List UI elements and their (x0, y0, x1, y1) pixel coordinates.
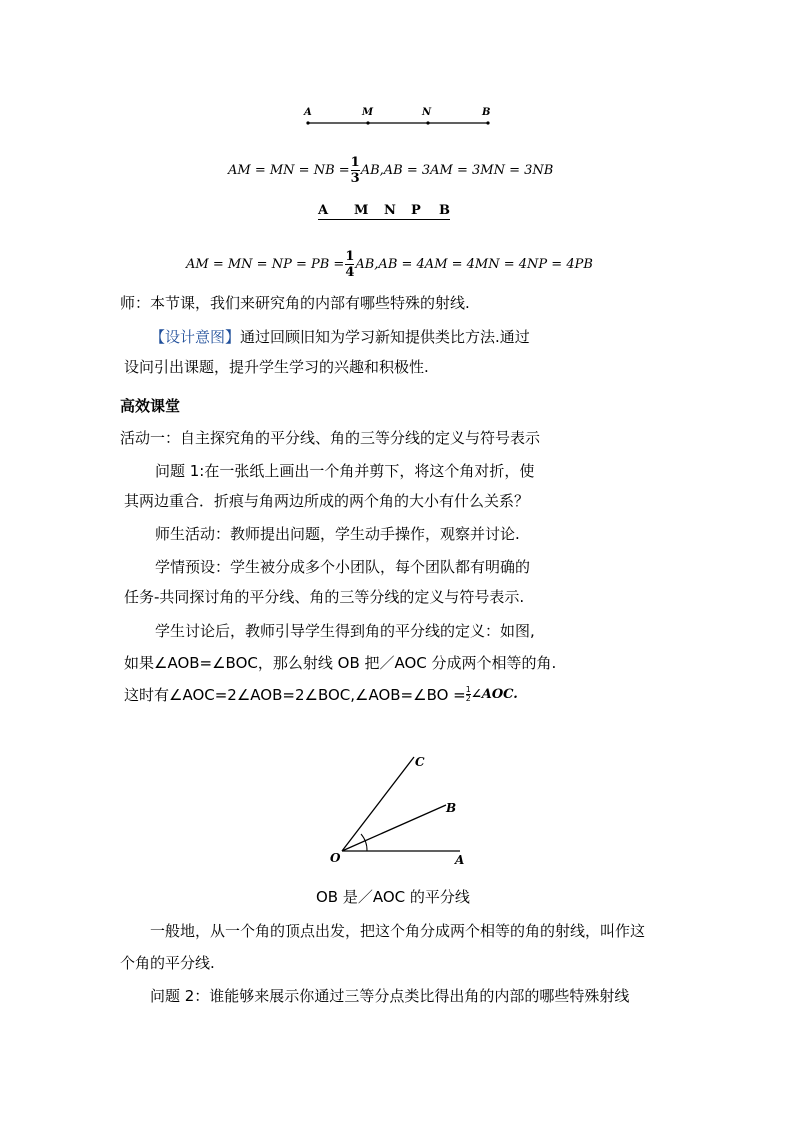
point-label-m: M (354, 203, 369, 218)
paragraph-general-1: 一般地，从一个角的顶点出发，把这个角分成两个相等的角的射线，叫作这 (150, 922, 646, 940)
point-label-b: B (482, 107, 491, 118)
paragraph-definition-1: 学生讨论后，教师引导学生得到角的平分线的定义：如图, (155, 622, 535, 640)
figure-caption: OB 是／AOC 的平分线 (316, 888, 470, 906)
paragraph-activity: 师生活动：教师提出问题，学生动手操作，观察并讨论. (155, 525, 520, 543)
fraction-one-quarter (345, 250, 354, 279)
paragraph-design-intent-cont: 设问引出课题，提升学生学习的兴趣和积极性. (124, 358, 429, 376)
paragraph-formula (124, 684, 518, 705)
point-label-b: B (439, 203, 450, 218)
activity-title: 活动一：自主探究角的平分线、角的三等分线的定义与符号表示 (120, 429, 541, 447)
question-1-line-2: 其两边重合．折痕与角两边所成的两个角的大小有什么关系？ (124, 492, 530, 510)
paragraph-design-intent (150, 326, 530, 347)
fraction-denominator: 2 (465, 694, 471, 703)
point-label-m: M (362, 107, 374, 118)
design-intent-tag: 【设计意图】 (150, 328, 241, 346)
question-1-line-1: 问题 1:在一张纸上画出一个角并剪下，将这个角对折，使 (155, 462, 535, 480)
ray-label-c: C (415, 755, 425, 769)
ray-label-b: B (446, 801, 457, 815)
paragraph-general-2: 个角的平分线. (120, 954, 215, 972)
fraction-one-third (351, 156, 360, 185)
equation-2-left: AM = MN = NP = PB = (186, 256, 345, 272)
segment-line-1 (300, 106, 496, 128)
fraction-numerator: 1 (465, 685, 471, 694)
fraction-numerator: 1 (350, 154, 360, 170)
point-label-n: N (422, 107, 432, 118)
paragraph-preset-1: 学情预设：学生被分成多个小团队，每个团队都有明确的 (155, 558, 531, 576)
ray-label-a: A (455, 853, 465, 867)
point-label-n: N (384, 203, 396, 218)
equation-1-left: AM = MN = NB = (228, 162, 350, 178)
section-heading: 高效课堂 (120, 397, 181, 415)
paragraph-preset-2: 任务-共同探讨角的平分线、角的三等分线的定义与符号表示. (124, 588, 525, 606)
paragraph-definition-2: 如果∠AOB=∠BOC，那么射线 OB 把／AOC 分成两个相等的角. (124, 654, 557, 672)
formula-text: 这时有∠AOC=2∠AOB=2∠BOC,∠AOB=∠BO = (124, 686, 466, 704)
segment-diagram-2 (318, 204, 450, 220)
point-label-a: A (304, 107, 312, 118)
fraction-numerator: 1 (345, 248, 355, 264)
point-label-p: P (411, 203, 421, 218)
equation-1-right: AB,AB = 3AM = 3MN = 3NB (360, 162, 554, 178)
vertex-label-o: O (330, 851, 341, 865)
fraction-denominator: 3 (350, 170, 360, 186)
paragraph-teacher: 师：本节课，我们来研究角的内部有哪些特殊的射线. (120, 294, 470, 312)
equation-2 (186, 244, 593, 284)
point-label-a: A (318, 203, 329, 218)
formula-tail: ∠AOC. (470, 687, 518, 702)
fraction-denominator: 4 (345, 264, 355, 280)
equation-2-right: AB,AB = 4AM = 4MN = 4NP = 4PB (355, 256, 593, 272)
equation-1 (228, 150, 553, 190)
question-2: 问题 2：谁能够来展示你通过三等分点类比得出角的内部的哪些特殊射线 (150, 987, 630, 1005)
design-intent-text: 通过回顾旧知为学习新知提供类比方法.通过 (240, 328, 530, 346)
